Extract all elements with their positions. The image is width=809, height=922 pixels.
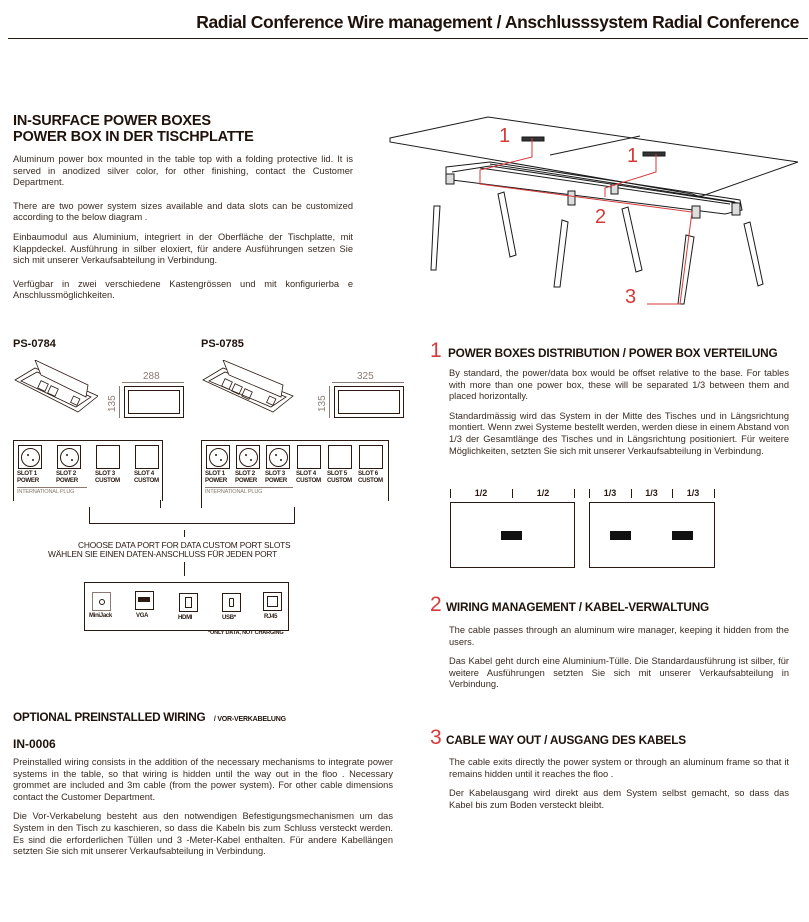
section-paragraph: The cable exits directly the power system or through an aluminum frame so that it remains hidden until it reaches the floo . (449, 757, 789, 779)
section-text (449, 757, 789, 811)
model-code: PS-0784 (13, 338, 56, 350)
diagram-label-2: 2 (595, 206, 607, 228)
plug-note: INTERNATIONAL PLUG (17, 487, 87, 495)
wiring-title-row (13, 708, 286, 726)
intro-paragraph: There are two power system sizes available and data slots can be customized according to the below diagram . (13, 200, 353, 223)
ratio-tick (574, 489, 575, 498)
port-label: RJ45 (264, 614, 278, 620)
connector-line (184, 562, 185, 576)
connector-line (89, 523, 295, 524)
slot-label: SLOT 5 (327, 470, 347, 477)
slot-label: SLOT 1 (17, 470, 37, 477)
hdmi-icon (179, 593, 198, 612)
section-number: 2 (430, 593, 442, 616)
slot-layout-ps0784 (13, 440, 163, 501)
power-socket-icon (269, 448, 288, 467)
box-outline (124, 386, 184, 418)
diagram-label-1: 1 (499, 125, 511, 147)
rj45-icon (263, 592, 282, 611)
power-socket-icon (60, 448, 79, 467)
section-number: 1 (430, 339, 442, 362)
slot-label: SLOT 3 (265, 470, 285, 477)
height-dimension-line (329, 386, 330, 418)
slot-type: CUSTOM (327, 476, 352, 484)
power-box-illustration (201, 360, 296, 415)
section-number: 3 (430, 726, 442, 749)
slot-label: SLOT 4 (296, 470, 316, 477)
minijack-icon (92, 592, 111, 611)
slot-type: CUSTOM (95, 476, 120, 484)
height-dimension: 135 (107, 395, 118, 412)
intro-paragraph: Verfügbar in zwei verschiedene Kastengrössen und mit konfigurierba e Anschlussmöglichkeiten. (13, 278, 353, 301)
slot-5 (328, 445, 352, 469)
ratio-label: 1/3 (603, 488, 617, 498)
width-dimension: 325 (357, 371, 374, 382)
section-title: WIRING MANAGEMENT / KABEL-VERWALTUNG (446, 600, 710, 614)
table-leg (744, 222, 763, 286)
slot-layout-ps0785 (201, 440, 389, 501)
slot-type: CUSTOM (296, 476, 321, 484)
slot-4 (135, 445, 159, 469)
slot-3 (96, 445, 120, 469)
section-paragraph: Der Kabelausgang wird direkt aus dem System selbst gemacht, so dass das Kabel bis zum Boden versteckt bleibt. (449, 788, 789, 810)
slot-type: POWER (205, 476, 227, 484)
power-box-slot (522, 137, 544, 141)
slot-label: SLOT 3 (95, 470, 115, 477)
table-leg (431, 206, 440, 270)
port-label: VGA (136, 613, 149, 619)
port-label: HDMI (178, 615, 193, 621)
ratio-label: 1/2 (536, 488, 550, 498)
section-paragraph: Das Kabel geht durch eine Aluminium-Tülle. Die Standardausführung ist silber, für weitere Ausführungen setzten Sie sich mit unserer Verkaufsabteilung in Verbindung. (449, 656, 789, 690)
header-divider (8, 38, 808, 39)
slot-type: POWER (235, 476, 257, 484)
port-label: MiniJack (89, 613, 112, 619)
ratio-tick (714, 489, 715, 498)
section-paragraph: The cable passes through an aluminum wire manager, keeping it hidden from the users. (449, 625, 789, 647)
table-leg (678, 235, 694, 304)
choose-port-de: WÄHLEN SIE EINEN DATEN-ANSCHLUSS FÜR JEDEN PORT (48, 549, 278, 559)
half-distribution-table (450, 502, 575, 568)
power-box-illustration (13, 360, 98, 415)
diagram-label-3: 3 (625, 286, 637, 308)
choose-port-en: CHOOSE DATA PORT FOR DATA CUSTOM PORT SLOTS (78, 540, 291, 550)
slot-2 (236, 445, 260, 469)
width-dimension-line (122, 382, 184, 383)
ratio-label: 1/3 (645, 488, 658, 498)
height-dimension: 135 (317, 395, 328, 412)
section-paragraph: Standardmässig wird das System in der Mitte des Tisches und in Längsrichtung montiert. Wenn zwei Systeme bestellt werden, werden diese in einem Abstand von 1/3 der Gesamtlänge des Tisches und in Längsrichtung positioniert. Für weitere Möglichkeiten, setzten Sie sich mit unserer Verkaufsabteilung in Verbindung. (449, 410, 789, 456)
diagram-label-1b: 1 (627, 145, 639, 167)
slot-label: SLOT 2 (235, 470, 255, 477)
slot-1 (18, 445, 42, 469)
wiring-title: OPTIONAL PREINSTALLED WIRING (13, 710, 206, 724)
slot-type: CUSTOM (358, 476, 383, 484)
slot-1 (206, 445, 230, 469)
slot-label: SLOT 6 (358, 470, 378, 477)
wiring-code: IN-0006 (13, 737, 56, 751)
connector-line (89, 507, 90, 524)
table-leg (554, 220, 568, 287)
box-outline (334, 386, 404, 418)
power-box-slot (643, 152, 665, 156)
slot-2 (57, 445, 81, 469)
table-wiring-diagram (380, 110, 800, 310)
slot-label: SLOT 4 (134, 470, 154, 477)
slot-type: POWER (56, 476, 78, 484)
intro-section (13, 113, 353, 302)
port-footnote: *ONLY DATA, NOT CHARGING (208, 630, 284, 636)
wiring-paragraph: Preinstalled wiring consists in the addition of the necessary mechanisms to integrate power systems in the table, so that wiring is hidden until the way out in the floo . Necessary grommet are included and 3m cable (from the power system). For other cable dimensions contact the Customer Department. (13, 757, 393, 802)
table-leg (622, 207, 642, 272)
plug-note: INTERNATIONAL PLUG (205, 487, 293, 495)
data-port-options (84, 582, 289, 631)
slot-type: POWER (17, 476, 39, 484)
power-socket-icon (239, 448, 258, 467)
usb-icon (222, 593, 241, 612)
power-box-marker (610, 531, 631, 540)
connector-line (294, 507, 295, 524)
wiring-paragraph: Die Vor-Verkabelung besteht aus den notwendigen Befestigungsmechanismen um das System in den Tisch zu kaschieren, so dass die Kabeln bis zum Schluss versteckt werden. Es sind die erforderlichen Tüllen und 3 -Meter-Kabel enthalten. Für andere Kabellängen setzten Sie sich mit unserer Verkaufsabteilung in Verbindung. (13, 811, 393, 857)
section-paragraph: By standard, the power/data box would be offset relative to the base. For tables with more than one power box, these will be separated 1/3 between them and placed horizontally. (449, 368, 789, 402)
ratio-label: 1/3 (686, 488, 700, 498)
power-box-marker (501, 531, 522, 540)
slot-6 (359, 445, 383, 469)
wiring-title-de: / VOR-VERKABELUNG (213, 716, 286, 723)
wiring-text (13, 757, 393, 858)
intro-title-de: POWER BOX IN DER TISCHPLATTE (13, 129, 254, 145)
vga-icon (135, 591, 154, 610)
slot-3 (266, 445, 290, 469)
power-socket-icon (209, 448, 228, 467)
section-title: POWER BOXES DISTRIBUTION / POWER BOX VERTEILUNG (448, 346, 778, 360)
width-dimension-line (332, 382, 404, 383)
slot-4 (297, 445, 321, 469)
intro-paragraph: Aluminum power box mounted in the table top with a folding protective lid. It is served in anodized silver color, for other finishing, contact the Customer Department. (13, 154, 353, 188)
intro-paragraph: Einbaumodul aus Aluminium, integriert in der Oberfläche der Tischplatte, mit Klappdeckel. Ausführung in silber eloxiert, für andere Ausführungen setzen Sie sich mit unserer Verkaufsabteilung in Verbindung. (13, 231, 353, 266)
connector-line (184, 530, 185, 537)
width-dimension: 288 (143, 371, 160, 382)
third-distribution-table (589, 502, 715, 568)
slot-label: SLOT 1 (205, 470, 225, 477)
table-leg (498, 192, 516, 257)
port-label: USB* (222, 615, 236, 621)
power-socket-icon (21, 448, 40, 467)
page-title: Radial Conference Wire management / Anschlusssystem Radial Conference (196, 12, 799, 32)
connector-line (201, 500, 202, 508)
intro-title-en: IN-SURFACE POWER BOXES (13, 113, 211, 129)
slot-label: SLOT 2 (56, 470, 76, 477)
section-title: CABLE WAY OUT / AUSGANG DES KABELS (446, 733, 686, 747)
slot-type: POWER (265, 476, 287, 484)
connector-line (160, 500, 161, 508)
section-text (449, 368, 789, 457)
height-dimension-line (119, 386, 120, 418)
power-box-marker (672, 531, 693, 540)
ratio-label: 1/2 (474, 488, 488, 498)
slot-type: CUSTOM (134, 476, 159, 484)
section-text (449, 625, 789, 691)
model-code: PS-0785 (201, 338, 244, 350)
